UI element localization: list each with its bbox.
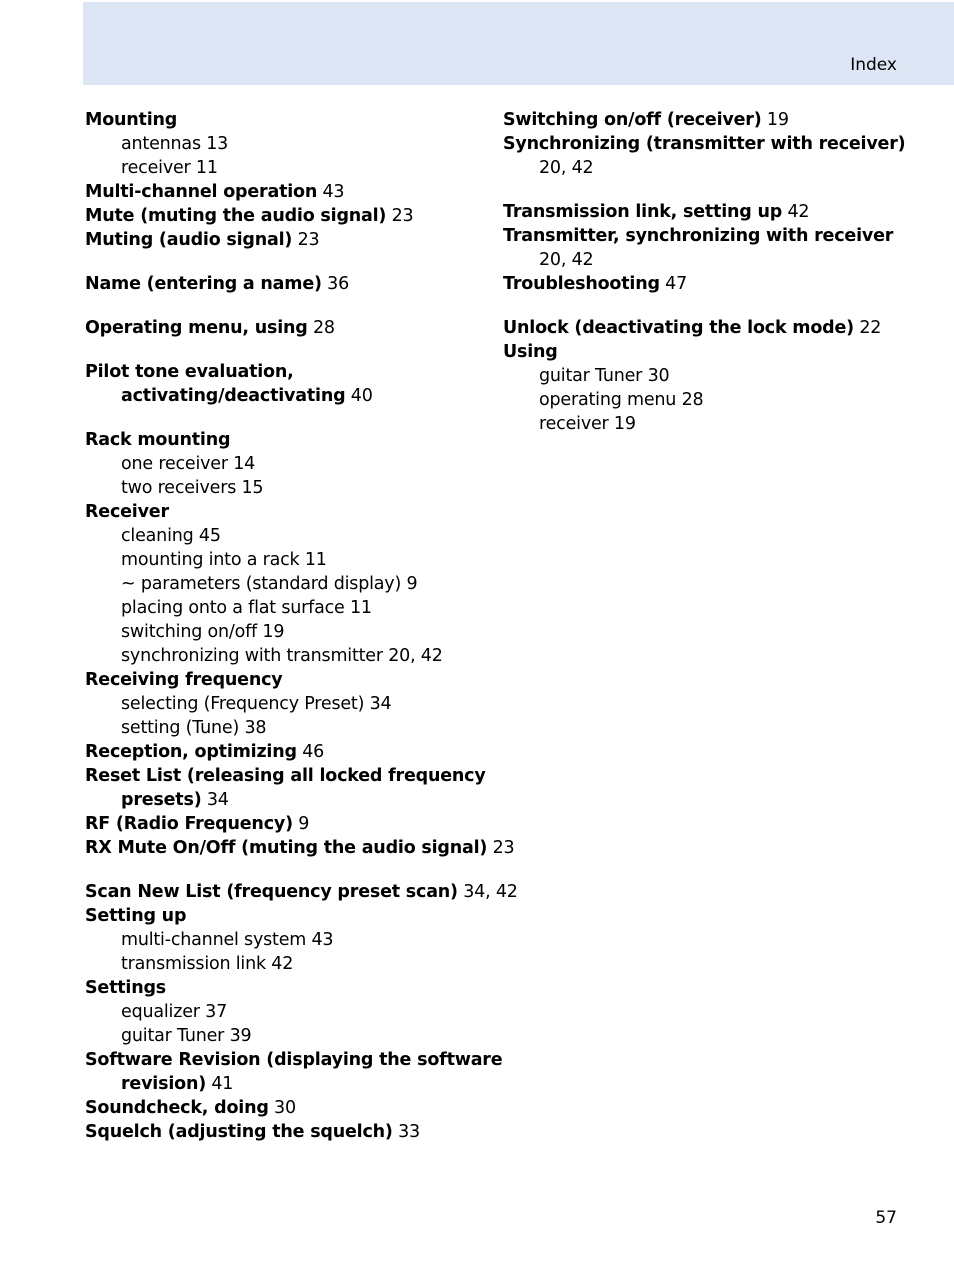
index-entry (85, 836, 515, 860)
index-term: Muting (audio signal) (85, 230, 293, 250)
index-term: Transmission link, setting up (503, 202, 783, 222)
page-reference: 40 (350, 386, 373, 406)
entry-gap (503, 180, 923, 200)
page-reference: 37 (205, 1002, 228, 1022)
index-term: Mounting (85, 110, 178, 130)
header-band (83, 2, 954, 85)
page-reference: 36 (327, 274, 350, 294)
index-term: Receiving frequency (85, 670, 283, 690)
index-subentry (85, 716, 495, 740)
index-entry-continuation (85, 788, 495, 812)
page-reference: 41 (211, 1074, 234, 1094)
index-column-right (503, 108, 923, 436)
page-reference: 34, 42 (463, 882, 518, 902)
index-column-left (85, 108, 518, 1144)
page-reference: 11 (195, 158, 218, 178)
page-reference: 43 (322, 182, 345, 202)
index-term: Settings (85, 978, 167, 998)
page-reference: 9 (406, 574, 418, 594)
index-term: Switching on/off (receiver) (503, 110, 762, 130)
index-entry (85, 812, 495, 836)
index-entry (85, 668, 495, 692)
entry-gap (85, 408, 495, 428)
index-subentry (503, 388, 923, 412)
index-entry (85, 904, 495, 928)
index-term: two receivers (121, 478, 237, 498)
page-reference: 34 (369, 694, 392, 714)
page-reference: 42 (787, 202, 810, 222)
page-reference: 20, 42 (539, 250, 594, 270)
index-subentry (85, 1000, 495, 1024)
page-reference: 15 (241, 478, 264, 498)
index-term: synchronizing with transmitter (121, 646, 383, 666)
index-term: Mute (muting the audio signal) (85, 206, 387, 226)
index-term: ~ parameters (standard display) (121, 574, 402, 594)
page-reference: 30 (274, 1098, 296, 1118)
page-reference: 20, 42 (388, 646, 443, 666)
index-term: Soundcheck, doing (85, 1098, 269, 1118)
index-entry (85, 360, 495, 384)
index-entry-continuation (85, 384, 495, 408)
page-reference: 19 (766, 110, 789, 130)
index-term: setting (Tune) (121, 718, 240, 738)
index-subentry (85, 1024, 495, 1048)
index-term: equalizer (121, 1002, 200, 1022)
index-subentry (85, 132, 495, 156)
index-term: mounting into a rack (121, 550, 300, 570)
index-entry (85, 180, 495, 204)
page-reference: 38 (244, 718, 267, 738)
page-reference: 30 (647, 366, 670, 386)
index-subentry (85, 452, 495, 476)
entry-gap (85, 340, 495, 360)
index-subentry (503, 248, 923, 272)
page-number: 57 (875, 1208, 897, 1228)
index-subentry (85, 644, 495, 668)
index-term: Scan New List (frequency preset scan) (85, 882, 458, 902)
index-entry-continuation (85, 1072, 495, 1096)
index-entry (85, 1048, 503, 1072)
index-term: Rack mounting (85, 430, 231, 450)
page-reference: 39 (229, 1026, 252, 1046)
index-term: multi-channel system (121, 930, 307, 950)
index-term: antennas (121, 134, 201, 154)
index-entry (503, 132, 923, 156)
page-reference: 43 (311, 930, 334, 950)
page-reference: 11 (304, 550, 327, 570)
index-term: Transmitter, synchronizing with receiver (503, 226, 894, 246)
index-entry (503, 108, 923, 132)
index-entry (503, 272, 923, 296)
index-subentry (85, 524, 495, 548)
page-reference: 14 (233, 454, 256, 474)
index-term: Name (entering a name) (85, 274, 322, 294)
index-entry (85, 976, 495, 1000)
index-term: Unlock (deactivating the lock mode) (503, 318, 854, 338)
index-entry (85, 228, 495, 252)
entry-gap (85, 296, 495, 316)
index-entry (85, 316, 495, 340)
index-term: switching on/off (121, 622, 258, 642)
page-reference: 45 (198, 526, 221, 546)
index-term: transmission link (121, 954, 266, 974)
index-term: Reception, optimizing (85, 742, 297, 762)
index-term: placing onto a flat surface (121, 598, 345, 618)
index-term: RF (Radio Frequency) (85, 814, 293, 834)
index-subentry (503, 156, 923, 180)
index-term: Setting up (85, 906, 187, 926)
entry-gap (503, 296, 923, 316)
index-subentry (503, 364, 923, 388)
index-entry (85, 500, 495, 524)
page-reference: 23 (297, 230, 320, 250)
index-entry (85, 272, 495, 296)
index-entry (85, 108, 495, 132)
index-term: guitar Tuner (539, 366, 643, 386)
index-term: Synchronizing (transmitter with receiver) (503, 134, 906, 154)
index-term: receiver (121, 158, 191, 178)
index-entry (503, 316, 923, 340)
index-term: cleaning (121, 526, 194, 546)
page-reference: 20, 42 (539, 158, 594, 178)
section-title: Index (850, 55, 897, 75)
index-subentry (85, 476, 495, 500)
index-term: Using (503, 342, 558, 362)
index-term: selecting (Frequency Preset) (121, 694, 365, 714)
index-subentry (85, 156, 495, 180)
index-entry (503, 200, 923, 224)
index-entry (85, 1120, 495, 1144)
page-reference: 11 (349, 598, 372, 618)
index-entry (85, 880, 518, 904)
page-reference: 28 (312, 318, 335, 338)
index-term: Receiver (85, 502, 169, 522)
index-term: Troubleshooting (503, 274, 660, 294)
entry-gap (85, 252, 495, 272)
page-reference: 23 (391, 206, 414, 226)
index-entry (85, 428, 495, 452)
page-reference: 9 (298, 814, 310, 834)
index-entry (85, 764, 495, 788)
index-entry (85, 1096, 495, 1120)
page-reference: 22 (859, 318, 882, 338)
page-reference: 23 (492, 838, 515, 858)
index-term: Software Revision (displaying the software (85, 1050, 503, 1070)
index-subentry (85, 572, 495, 596)
index-subentry (85, 692, 495, 716)
index-term: activating/deactivating (121, 386, 346, 406)
index-entry (85, 204, 495, 228)
index-subentry (85, 596, 495, 620)
index-entry (503, 340, 923, 364)
index-subentry (85, 928, 495, 952)
page-reference: 42 (271, 954, 294, 974)
page-reference: 33 (398, 1122, 420, 1142)
index-entry (85, 740, 495, 764)
index-term: Squelch (adjusting the squelch) (85, 1122, 393, 1142)
index-term: presets) (121, 790, 202, 810)
index-term: Multi-channel operation (85, 182, 318, 202)
index-subentry (85, 548, 495, 572)
index-subentry (85, 952, 495, 976)
index-term: RX Mute On/Off (muting the audio signal) (85, 838, 488, 858)
index-term: operating menu (539, 390, 677, 410)
page-reference: 28 (681, 390, 704, 410)
index-entry (503, 224, 923, 248)
index-term: Pilot tone evaluation, (85, 362, 294, 382)
page-reference: 13 (206, 134, 229, 154)
index-term: guitar Tuner (121, 1026, 225, 1046)
index-term: receiver (539, 414, 609, 434)
page-reference: 19 (613, 414, 636, 434)
page-reference: 34 (206, 790, 229, 810)
page-reference: 19 (262, 622, 285, 642)
index-term: Operating menu, using (85, 318, 308, 338)
index-subentry (85, 620, 495, 644)
page-reference: 46 (302, 742, 325, 762)
page-reference: 47 (665, 274, 688, 294)
index-subentry (503, 412, 923, 436)
index-term: Reset List (releasing all locked frequency (85, 766, 486, 786)
entry-gap (85, 860, 495, 880)
index-term: one receiver (121, 454, 228, 474)
index-term: revision) (121, 1074, 206, 1094)
